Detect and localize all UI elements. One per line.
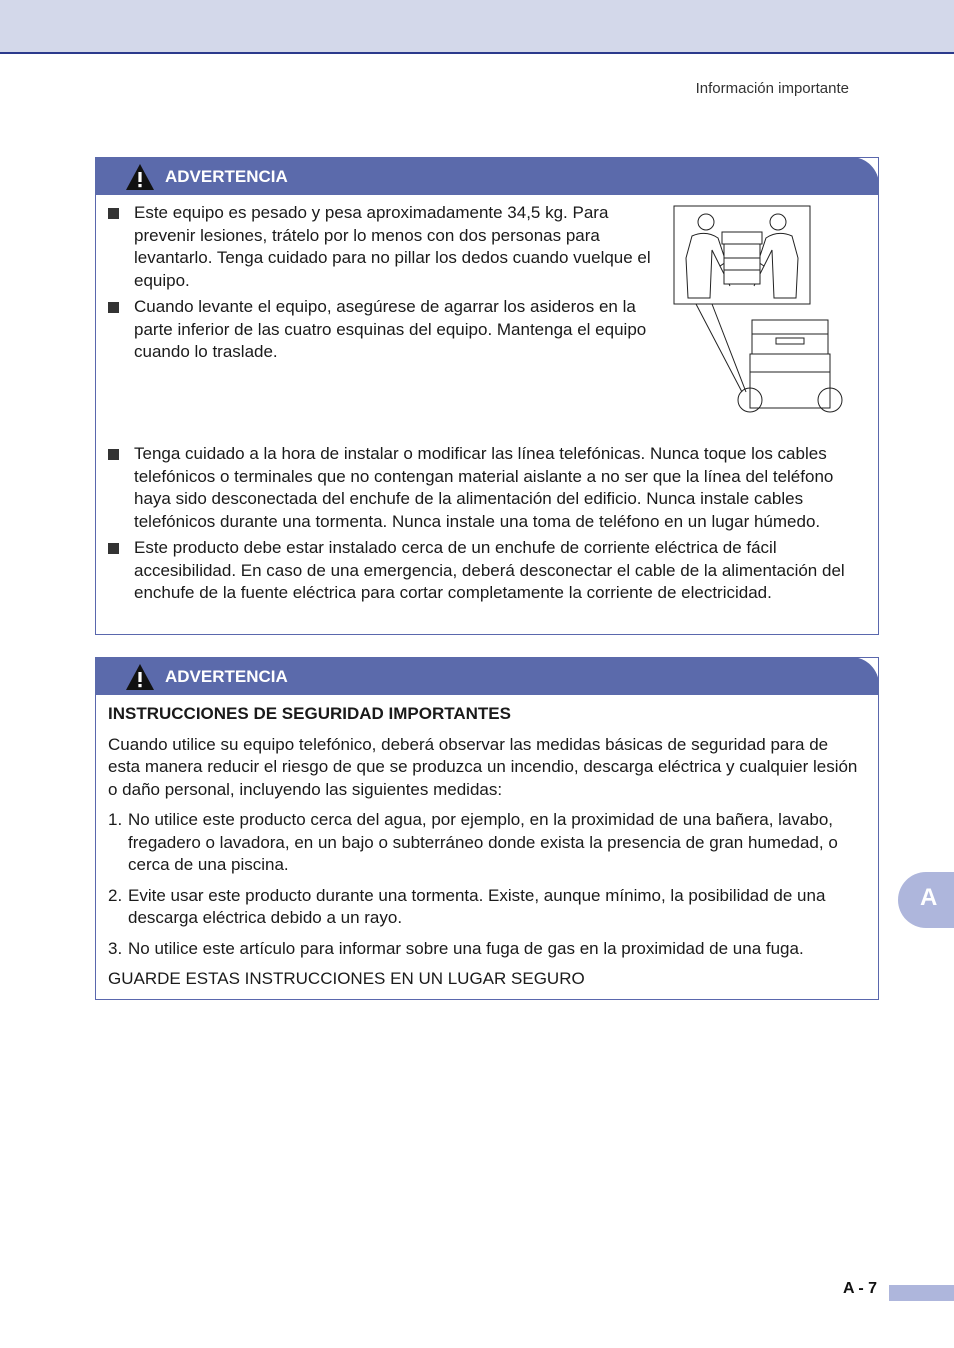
- warning-triangle-icon: [125, 663, 155, 691]
- instructions-intro: Cuando utilice su equipo telefónico, deberá observar las medidas básicas de seguridad para de esta manera reducir el riesgo de que se produzca un incendio, descarga eléctrica y cualquier lesión o daño personal, incluyendo las siguientes medidas:: [108, 734, 858, 799]
- square-bullet-icon: [108, 302, 119, 313]
- warning-list-lower: [96, 443, 871, 605]
- instructions-heading: INSTRUCCIONES DE SEGURIDAD IMPORTANTES: [108, 704, 511, 723]
- square-bullet-icon: [108, 449, 119, 460]
- page-number-bar: [889, 1285, 954, 1301]
- warning-label: ADVERTENCIA: [165, 167, 288, 186]
- safety-instructions: [96, 695, 878, 999]
- square-bullet-icon: [108, 543, 119, 554]
- chapter-tab[interactable]: [898, 872, 954, 928]
- warning-header: [95, 157, 879, 195]
- list-item: 2. Evite usar este producto durante una tormenta. Existe, aunque mínimo, la posibilidad de una descarga eléctrica debido a un rayo.: [108, 885, 826, 927]
- section-title: Información importante: [695, 80, 849, 97]
- list-item: Cuando levante el equipo, asegúrese de agarrar los asideros en la parte inferior de las cuatro esquinas del equipo. Mantenga el equipo cuando lo traslade.: [96, 296, 656, 364]
- list-item: Tenga cuidado a la hora de instalar o modificar las línea telefónicas. Nunca toque los cables telefónicos o terminales que no contengan material aislante a no ser que la línea del teléfono haya sido desconectada del enchufe de la alimentación del edificio. Nunca instale cables telefónicos durante una tormenta. Nunca instale una toma de teléfono en un lugar húmedo.: [96, 443, 871, 533]
- top-bar: [0, 0, 954, 54]
- list-item: 3. No utilice este artículo para informar sobre una fuga de gas en la proximidad de una fuga.: [108, 938, 804, 958]
- square-bullet-icon: [108, 208, 119, 219]
- warning-header: [95, 657, 879, 695]
- list-item: Este producto debe estar instalado cerca de un enchufe de corriente eléctrica de fácil accesibilidad. En caso de una emergencia, deberá desconectar el cable de la alimentación del enchufe de la fuente eléctrica para cortar completamente la corriente de electricidad.: [96, 537, 871, 605]
- chapter-tab-letter: A: [920, 884, 938, 911]
- lifting-machine-illustration: [666, 202, 858, 427]
- list-item: 1. No utilice este producto cerca del agua, por ejemplo, en la proximidad de una bañera, lavabo, fregadero o lavadora, en un bajo o subterráneo donde exista la presencia de gran humedad, o cerca de una piscina.: [108, 810, 838, 874]
- warning-box-2: [95, 657, 879, 1000]
- list-item: Este equipo es pesado y pesa aproximadamente 34,5 kg. Para prevenir lesiones, trátelo por lo menos con dos personas para levantarlo. Tenga cuidado para no pillar los dedos cuando vuelque el equipo.: [96, 202, 656, 292]
- warning-list-upper: [96, 202, 656, 364]
- page-number: A - 7: [843, 1280, 878, 1297]
- warning-triangle-icon: [125, 163, 155, 191]
- warning-box-1: [95, 157, 879, 635]
- instructions-footer: GUARDE ESTAS INSTRUCCIONES EN UN LUGAR SEGURO: [108, 969, 585, 988]
- warning-label: ADVERTENCIA: [165, 667, 288, 686]
